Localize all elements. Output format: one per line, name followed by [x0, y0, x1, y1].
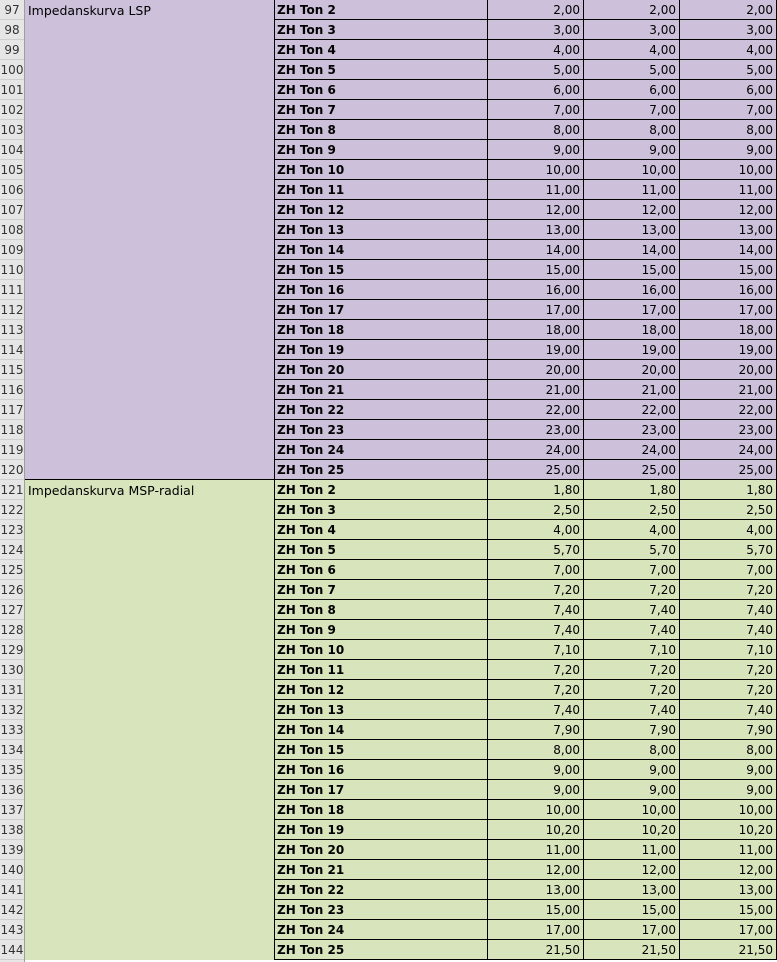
value-cell-3[interactable]: 10,20 — [680, 820, 777, 839]
value-cell-2[interactable]: 1,80 — [584, 480, 680, 499]
value-cell-1[interactable]: 7,40 — [488, 620, 584, 639]
row-number[interactable]: 140 — [0, 860, 24, 880]
row-number[interactable]: 125 — [0, 560, 24, 580]
value-cell-2[interactable]: 20,00 — [584, 360, 680, 379]
table-row — [275, 120, 777, 140]
value-cell-2[interactable]: 11,00 — [584, 180, 680, 199]
value-cell-3[interactable]: 5,00 — [680, 60, 777, 79]
row-number[interactable]: 114 — [0, 340, 24, 360]
table-row — [275, 460, 777, 480]
value-cell-1[interactable]: 15,00 — [488, 260, 584, 279]
value-cell-3[interactable]: 7,00 — [680, 100, 777, 119]
value-cell-1[interactable]: 9,00 — [488, 140, 584, 159]
value-cell-3[interactable]: 14,00 — [680, 240, 777, 259]
value-cell-3[interactable]: 21,00 — [680, 380, 777, 399]
table-row — [275, 140, 777, 160]
table-row — [275, 260, 777, 280]
table-row — [275, 80, 777, 100]
table-row — [275, 880, 777, 900]
table-row — [275, 160, 777, 180]
row-number[interactable]: 122 — [0, 500, 24, 520]
value-cell-3[interactable]: 7,20 — [680, 680, 777, 699]
value-cell-2[interactable]: 9,00 — [584, 760, 680, 779]
value-cell-3[interactable]: 20,00 — [680, 360, 777, 379]
name-cell[interactable]: ZH Ton 15 — [275, 260, 488, 279]
table-row — [275, 740, 777, 760]
value-cell-1[interactable]: 22,00 — [488, 400, 584, 419]
table-row — [275, 360, 777, 380]
value-cell-3[interactable]: 21,50 — [680, 940, 777, 959]
row-number[interactable]: 136 — [0, 780, 24, 800]
name-cell[interactable]: ZH Ton 22 — [275, 400, 488, 419]
value-cell-3[interactable]: 7,40 — [680, 600, 777, 619]
value-cell-1[interactable]: 7,40 — [488, 700, 584, 719]
row-number[interactable]: 137 — [0, 800, 24, 820]
name-cell[interactable]: ZH Ton 10 — [275, 640, 488, 659]
value-cell-2[interactable]: 15,00 — [584, 900, 680, 919]
table-row — [275, 500, 777, 520]
value-cell-3[interactable]: 15,00 — [680, 900, 777, 919]
table-row — [275, 700, 777, 720]
value-cell-3[interactable]: 2,00 — [680, 0, 777, 19]
group-label-text: Impedanskurva LSP — [28, 3, 151, 18]
name-cell[interactable]: ZH Ton 25 — [275, 940, 488, 959]
table-row — [275, 220, 777, 240]
name-cell[interactable]: ZH Ton 17 — [275, 300, 488, 319]
name-cell[interactable]: ZH Ton 24 — [275, 440, 488, 459]
value-cell-2[interactable]: 4,00 — [584, 40, 680, 59]
row-number[interactable]: 118 — [0, 420, 24, 440]
row-number[interactable]: 129 — [0, 640, 24, 660]
value-cell-3[interactable]: 7,20 — [680, 660, 777, 679]
row-number[interactable]: 116 — [0, 380, 24, 400]
value-cell-2[interactable]: 7,20 — [584, 580, 680, 599]
value-cell-1[interactable]: 17,00 — [488, 920, 584, 939]
name-cell[interactable]: ZH Ton 4 — [275, 40, 488, 59]
table-row — [275, 680, 777, 700]
name-cell[interactable]: ZH Ton 7 — [275, 100, 488, 119]
row-number[interactable]: 121 — [0, 480, 24, 500]
value-cell-3[interactable]: 5,70 — [680, 540, 777, 559]
value-cell-1[interactable]: 8,00 — [488, 120, 584, 139]
value-cell-2[interactable]: 13,00 — [584, 880, 680, 899]
value-cell-3[interactable]: 23,00 — [680, 420, 777, 439]
name-cell[interactable]: ZH Ton 25 — [275, 460, 488, 479]
value-cell-1[interactable]: 10,00 — [488, 160, 584, 179]
table-row — [275, 580, 777, 600]
value-cell-1[interactable]: 6,00 — [488, 80, 584, 99]
value-cell-2[interactable]: 7,00 — [584, 560, 680, 579]
value-cell-3[interactable]: 7,00 — [680, 560, 777, 579]
name-cell[interactable]: ZH Ton 19 — [275, 820, 488, 839]
table-row — [275, 320, 777, 340]
name-cell[interactable]: ZH Ton 13 — [275, 220, 488, 239]
row-number[interactable]: 120 — [0, 460, 24, 480]
row-number[interactable]: 124 — [0, 540, 24, 560]
value-cell-2[interactable]: 5,70 — [584, 540, 680, 559]
row-number[interactable]: 104 — [0, 140, 24, 160]
value-cell-2[interactable]: 11,00 — [584, 840, 680, 859]
value-cell-1[interactable]: 7,20 — [488, 680, 584, 699]
table-row — [275, 620, 777, 640]
value-cell-1[interactable]: 20,00 — [488, 360, 584, 379]
name-cell[interactable]: ZH Ton 21 — [275, 380, 488, 399]
name-cell[interactable]: ZH Ton 13 — [275, 700, 488, 719]
value-cell-3[interactable]: 13,00 — [680, 220, 777, 239]
value-cell-2[interactable]: 7,90 — [584, 720, 680, 739]
table-row — [275, 340, 777, 360]
value-cell-2[interactable]: 18,00 — [584, 320, 680, 339]
value-cell-3[interactable]: 24,00 — [680, 440, 777, 459]
row-number[interactable]: 100 — [0, 60, 24, 80]
name-cell[interactable]: ZH Ton 22 — [275, 880, 488, 899]
value-cell-2[interactable]: 19,00 — [584, 340, 680, 359]
table-row — [275, 720, 777, 740]
value-cell-1[interactable]: 5,00 — [488, 60, 584, 79]
table-row — [275, 40, 777, 60]
group-label-text: Impedanskurva MSP-radial — [28, 483, 195, 498]
row-number[interactable]: 106 — [0, 180, 24, 200]
value-cell-1[interactable]: 13,00 — [488, 880, 584, 899]
row-number[interactable]: 127 — [0, 600, 24, 620]
name-cell[interactable]: ZH Ton 11 — [275, 660, 488, 679]
table-row — [275, 900, 777, 920]
value-cell-2[interactable]: 21,00 — [584, 380, 680, 399]
value-cell-1[interactable]: 4,00 — [488, 520, 584, 539]
row-number[interactable]: 101 — [0, 80, 24, 100]
value-cell-3[interactable]: 7,40 — [680, 700, 777, 719]
value-cell-1[interactable]: 7,00 — [488, 560, 584, 579]
table-row — [275, 480, 777, 500]
value-cell-1[interactable]: 9,00 — [488, 760, 584, 779]
value-cell-2[interactable]: 21,50 — [584, 940, 680, 959]
table-row — [275, 760, 777, 780]
value-cell-2[interactable]: 16,00 — [584, 280, 680, 299]
value-cell-2[interactable]: 4,00 — [584, 520, 680, 539]
value-cell-3[interactable]: 1,80 — [680, 480, 777, 499]
table-row — [275, 800, 777, 820]
value-cell-3[interactable]: 19,00 — [680, 340, 777, 359]
value-cell-3[interactable]: 10,00 — [680, 160, 777, 179]
value-cell-2[interactable]: 7,40 — [584, 600, 680, 619]
value-cell-1[interactable]: 5,70 — [488, 540, 584, 559]
value-cell-1[interactable]: 7,90 — [488, 720, 584, 739]
value-cell-2[interactable]: 3,00 — [584, 20, 680, 39]
table-row — [275, 920, 777, 940]
name-cell[interactable]: ZH Ton 20 — [275, 840, 488, 859]
row-number[interactable]: 119 — [0, 440, 24, 460]
name-cell[interactable]: ZH Ton 3 — [275, 20, 488, 39]
value-cell-2[interactable]: 7,20 — [584, 680, 680, 699]
table-row — [275, 0, 777, 20]
name-cell[interactable]: ZH Ton 6 — [275, 80, 488, 99]
value-cell-2[interactable]: 8,00 — [584, 740, 680, 759]
row-number[interactable]: 123 — [0, 520, 24, 540]
value-cell-1[interactable]: 13,00 — [488, 220, 584, 239]
table-row — [275, 820, 777, 840]
table-row — [275, 420, 777, 440]
name-cell[interactable]: ZH Ton 17 — [275, 780, 488, 799]
row-number[interactable]: 102 — [0, 100, 24, 120]
value-cell-2[interactable]: 10,00 — [584, 800, 680, 819]
value-cell-2[interactable]: 12,00 — [584, 200, 680, 219]
value-cell-3[interactable]: 11,00 — [680, 180, 777, 199]
value-cell-2[interactable]: 2,00 — [584, 0, 680, 19]
value-cell-2[interactable]: 17,00 — [584, 300, 680, 319]
value-cell-1[interactable]: 12,00 — [488, 860, 584, 879]
value-cell-2[interactable]: 25,00 — [584, 460, 680, 479]
value-cell-3[interactable]: 9,00 — [680, 760, 777, 779]
value-cell-1[interactable]: 2,50 — [488, 500, 584, 519]
row-number[interactable]: 110 — [0, 260, 24, 280]
value-cell-1[interactable]: 11,00 — [488, 180, 584, 199]
value-cell-1[interactable]: 7,10 — [488, 640, 584, 659]
value-cell-1[interactable]: 16,00 — [488, 280, 584, 299]
name-cell[interactable]: ZH Ton 15 — [275, 740, 488, 759]
row-number[interactable]: 134 — [0, 740, 24, 760]
name-cell[interactable]: ZH Ton 23 — [275, 900, 488, 919]
value-cell-3[interactable]: 25,00 — [680, 460, 777, 479]
group-label-cell[interactable] — [25, 480, 275, 960]
name-cell[interactable]: ZH Ton 5 — [275, 60, 488, 79]
name-cell[interactable]: ZH Ton 21 — [275, 860, 488, 879]
value-cell-1[interactable]: 2,00 — [488, 0, 584, 19]
row-number[interactable]: 117 — [0, 400, 24, 420]
table-row — [275, 600, 777, 620]
value-cell-1[interactable]: 21,00 — [488, 380, 584, 399]
value-cell-3[interactable]: 9,00 — [680, 140, 777, 159]
value-cell-3[interactable]: 7,20 — [680, 580, 777, 599]
value-cell-2[interactable]: 14,00 — [584, 240, 680, 259]
value-cell-3[interactable]: 2,50 — [680, 500, 777, 519]
name-cell[interactable]: ZH Ton 12 — [275, 680, 488, 699]
name-cell[interactable]: ZH Ton 3 — [275, 500, 488, 519]
name-cell[interactable]: ZH Ton 10 — [275, 160, 488, 179]
value-cell-3[interactable]: 7,90 — [680, 720, 777, 739]
value-cell-3[interactable]: 13,00 — [680, 880, 777, 899]
value-cell-1[interactable]: 15,00 — [488, 900, 584, 919]
value-cell-2[interactable]: 23,00 — [584, 420, 680, 439]
value-cell-3[interactable]: 9,00 — [680, 780, 777, 799]
value-cell-3[interactable]: 16,00 — [680, 280, 777, 299]
table-row — [275, 540, 777, 560]
value-cell-3[interactable]: 8,00 — [680, 740, 777, 759]
value-cell-1[interactable]: 10,00 — [488, 800, 584, 819]
table-row — [275, 440, 777, 460]
value-cell-2[interactable]: 10,20 — [584, 820, 680, 839]
table-row — [275, 560, 777, 580]
name-cell[interactable]: ZH Ton 6 — [275, 560, 488, 579]
value-cell-3[interactable]: 7,40 — [680, 620, 777, 639]
value-cell-1[interactable]: 17,00 — [488, 300, 584, 319]
value-cell-2[interactable]: 22,00 — [584, 400, 680, 419]
value-cell-1[interactable]: 7,40 — [488, 600, 584, 619]
value-cell-2[interactable]: 6,00 — [584, 80, 680, 99]
value-cell-1[interactable]: 7,20 — [488, 580, 584, 599]
value-cell-3[interactable]: 4,00 — [680, 520, 777, 539]
value-cell-2[interactable]: 7,40 — [584, 620, 680, 639]
value-cell-3[interactable]: 3,00 — [680, 20, 777, 39]
value-cell-1[interactable]: 14,00 — [488, 240, 584, 259]
table-row — [275, 520, 777, 540]
row-number[interactable]: 108 — [0, 220, 24, 240]
row-number[interactable]: 139 — [0, 840, 24, 860]
name-cell[interactable]: ZH Ton 20 — [275, 360, 488, 379]
name-cell[interactable]: ZH Ton 11 — [275, 180, 488, 199]
value-cell-2[interactable]: 15,00 — [584, 260, 680, 279]
table-row — [275, 300, 777, 320]
value-cell-3[interactable]: 8,00 — [680, 120, 777, 139]
value-cell-2[interactable]: 13,00 — [584, 220, 680, 239]
row-number[interactable]: 135 — [0, 760, 24, 780]
name-cell[interactable]: ZH Ton 23 — [275, 420, 488, 439]
value-cell-2[interactable]: 17,00 — [584, 920, 680, 939]
value-cell-1[interactable]: 12,00 — [488, 200, 584, 219]
table-row — [275, 780, 777, 800]
value-cell-3[interactable]: 11,00 — [680, 840, 777, 859]
name-cell[interactable]: ZH Ton 8 — [275, 120, 488, 139]
table-row — [275, 660, 777, 680]
row-number[interactable]: 97 — [0, 0, 24, 20]
value-cell-2[interactable]: 7,10 — [584, 640, 680, 659]
table-row — [275, 840, 777, 860]
value-cell-1[interactable]: 11,00 — [488, 840, 584, 859]
name-cell[interactable]: ZH Ton 18 — [275, 800, 488, 819]
name-cell[interactable]: ZH Ton 8 — [275, 600, 488, 619]
value-cell-2[interactable]: 5,00 — [584, 60, 680, 79]
value-cell-3[interactable]: 22,00 — [680, 400, 777, 419]
value-cell-1[interactable]: 19,00 — [488, 340, 584, 359]
value-cell-3[interactable]: 18,00 — [680, 320, 777, 339]
table-row — [275, 860, 777, 880]
table-row — [275, 100, 777, 120]
value-cell-3[interactable]: 6,00 — [680, 80, 777, 99]
name-cell[interactable]: ZH Ton 14 — [275, 240, 488, 259]
value-cell-1[interactable]: 18,00 — [488, 320, 584, 339]
row-number[interactable]: 133 — [0, 720, 24, 740]
name-cell[interactable]: ZH Ton 9 — [275, 620, 488, 639]
value-cell-3[interactable]: 12,00 — [680, 200, 777, 219]
value-cell-2[interactable]: 9,00 — [584, 780, 680, 799]
value-cell-3[interactable]: 4,00 — [680, 40, 777, 59]
value-cell-1[interactable]: 21,50 — [488, 940, 584, 959]
value-cell-2[interactable]: 12,00 — [584, 860, 680, 879]
row-number[interactable]: 128 — [0, 620, 24, 640]
name-cell[interactable]: ZH Ton 5 — [275, 540, 488, 559]
row-number[interactable]: 99 — [0, 40, 24, 60]
name-cell[interactable]: ZH Ton 12 — [275, 200, 488, 219]
row-number[interactable]: 130 — [0, 660, 24, 680]
table-row — [275, 240, 777, 260]
value-cell-1[interactable]: 4,00 — [488, 40, 584, 59]
row-number[interactable]: 131 — [0, 680, 24, 700]
row-number[interactable]: 109 — [0, 240, 24, 260]
value-cell-3[interactable]: 15,00 — [680, 260, 777, 279]
group-label-cell[interactable] — [25, 0, 275, 480]
row-number[interactable]: 113 — [0, 320, 24, 340]
table-row — [275, 200, 777, 220]
name-cell[interactable]: ZH Ton 16 — [275, 280, 488, 299]
value-cell-2[interactable]: 7,40 — [584, 700, 680, 719]
value-cell-1[interactable]: 23,00 — [488, 420, 584, 439]
row-number[interactable]: 138 — [0, 820, 24, 840]
name-cell[interactable]: ZH Ton 4 — [275, 520, 488, 539]
name-cell[interactable]: ZH Ton 19 — [275, 340, 488, 359]
row-number[interactable]: 105 — [0, 160, 24, 180]
value-cell-1[interactable]: 1,80 — [488, 480, 584, 499]
row-number[interactable]: 142 — [0, 900, 24, 920]
value-cell-2[interactable]: 24,00 — [584, 440, 680, 459]
row-number[interactable]: 98 — [0, 20, 24, 40]
value-cell-2[interactable]: 2,50 — [584, 500, 680, 519]
name-cell[interactable]: ZH Ton 7 — [275, 580, 488, 599]
name-cell[interactable]: ZH Ton 2 — [275, 480, 488, 499]
value-cell-2[interactable]: 10,00 — [584, 160, 680, 179]
name-cell[interactable]: ZH Ton 18 — [275, 320, 488, 339]
row-number[interactable]: 115 — [0, 360, 24, 380]
value-cell-1[interactable]: 8,00 — [488, 740, 584, 759]
row-number[interactable]: 103 — [0, 120, 24, 140]
table-row — [275, 380, 777, 400]
row-number[interactable]: 143 — [0, 920, 24, 940]
row-number[interactable]: 111 — [0, 280, 24, 300]
row-number[interactable]: 141 — [0, 880, 24, 900]
value-cell-1[interactable]: 9,00 — [488, 780, 584, 799]
value-cell-2[interactable]: 9,00 — [584, 140, 680, 159]
row-number[interactable]: 107 — [0, 200, 24, 220]
row-number[interactable]: 144 — [0, 940, 24, 960]
value-cell-1[interactable]: 25,00 — [488, 460, 584, 479]
name-cell[interactable]: ZH Ton 9 — [275, 140, 488, 159]
table-row — [275, 280, 777, 300]
name-cell[interactable]: ZH Ton 16 — [275, 760, 488, 779]
value-cell-2[interactable]: 7,20 — [584, 660, 680, 679]
value-cell-2[interactable]: 7,00 — [584, 100, 680, 119]
table-row — [275, 640, 777, 660]
value-cell-3[interactable]: 7,10 — [680, 640, 777, 659]
value-cell-3[interactable]: 10,00 — [680, 800, 777, 819]
value-cell-2[interactable]: 8,00 — [584, 120, 680, 139]
value-cell-1[interactable]: 24,00 — [488, 440, 584, 459]
row-number[interactable]: 132 — [0, 700, 24, 720]
value-cell-1[interactable]: 7,20 — [488, 660, 584, 679]
table-row — [275, 400, 777, 420]
row-number[interactable]: 112 — [0, 300, 24, 320]
table-row — [275, 60, 777, 80]
value-cell-1[interactable]: 3,00 — [488, 20, 584, 39]
table-row — [275, 180, 777, 200]
value-cell-1[interactable]: 10,20 — [488, 820, 584, 839]
name-cell[interactable]: ZH Ton 14 — [275, 720, 488, 739]
value-cell-3[interactable]: 17,00 — [680, 300, 777, 319]
name-cell[interactable]: ZH Ton 24 — [275, 920, 488, 939]
value-cell-1[interactable]: 7,00 — [488, 100, 584, 119]
value-cell-3[interactable]: 17,00 — [680, 920, 777, 939]
name-cell[interactable]: ZH Ton 2 — [275, 0, 488, 19]
value-cell-3[interactable]: 12,00 — [680, 860, 777, 879]
table-row — [275, 20, 777, 40]
row-number[interactable]: 126 — [0, 580, 24, 600]
table-row — [275, 940, 777, 960]
